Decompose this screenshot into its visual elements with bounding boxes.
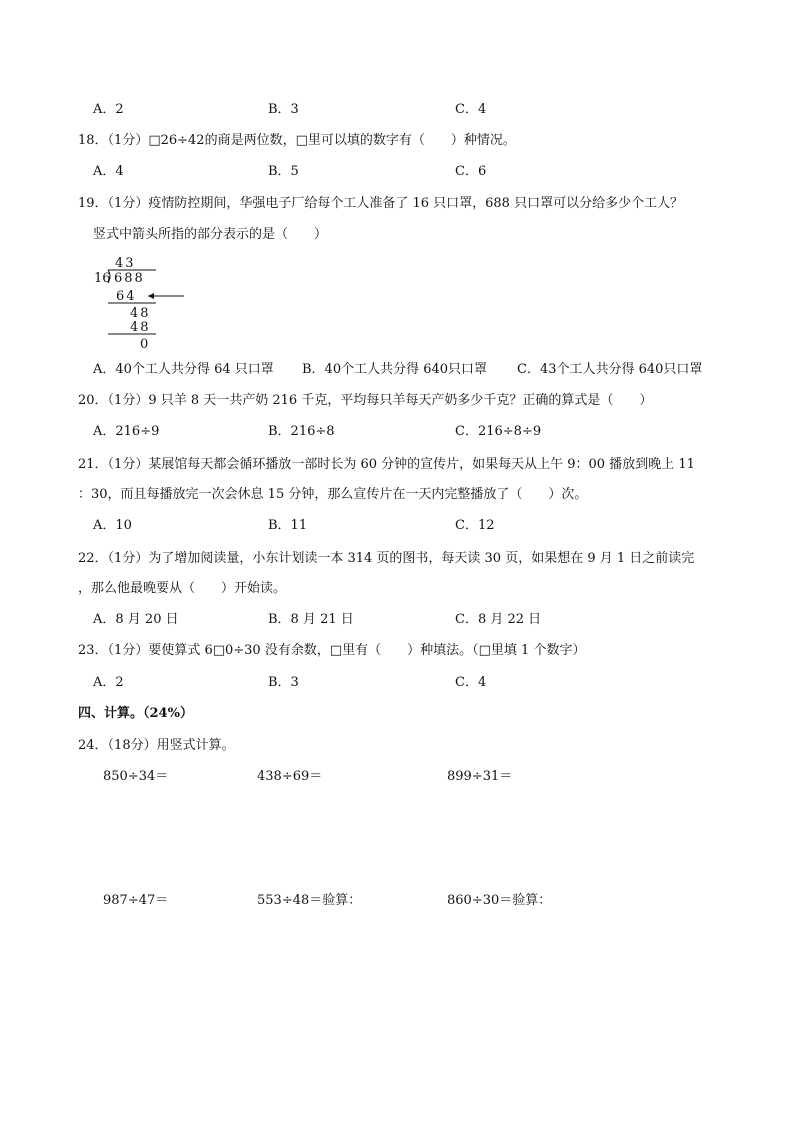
q22-stem-line1: 22．（1分）为了增加阅读量，小东计划读一本 314 页的图书，每天读 30 页，如果想在 9 月 1 日之前读完 [78, 551, 695, 566]
q23-option-c[interactable]: C．4 [455, 675, 487, 690]
arrow-left-icon [148, 293, 154, 299]
q20-option-b[interactable]: B．216÷8 [268, 424, 335, 439]
q17-option-c[interactable]: C．4 [455, 102, 487, 117]
q18-stem: 18．（1分）□26÷42的商是两位数，□里可以填的数字有（ ）种情况。 [78, 133, 516, 148]
division-step2: 48 [130, 320, 151, 335]
q22-option-b[interactable]: B．8 月 21 日 [268, 612, 354, 627]
q18-option-b[interactable]: B．5 [268, 164, 299, 179]
q23-option-a[interactable]: A．2 [93, 675, 124, 690]
q19-option-b[interactable]: B．40个工人共分得 640只口罩 [302, 362, 488, 377]
q18-option-a[interactable]: A．4 [93, 164, 124, 179]
q24-stem: 24．（18分）用竖式计算。 [78, 738, 235, 753]
q20-stem: 20．（1分）9 只羊 8 天一共产奶 216 千克，平均每只羊每天产奶多少千克？正确的算式是（ ） [78, 393, 653, 408]
q21-option-c[interactable]: C．12 [455, 518, 495, 533]
calc-3: 899÷31＝ [447, 769, 513, 784]
q21-stem-line2: ：30，而且每播放完一次会休息 15 分钟，那么宣传片在一天内完整播放了（ ）次。 [78, 487, 588, 502]
q20-option-a[interactable]: A．216÷9 [93, 424, 160, 439]
calc-6: 860÷30＝验算： [447, 893, 552, 908]
calc-4: 987÷47＝ [103, 893, 169, 908]
division-divisor: 16 [94, 271, 111, 286]
q22-option-a[interactable]: A．8 月 20 日 [93, 612, 179, 627]
section-4-title: 四、计算。（24%） [78, 706, 193, 721]
q23-stem: 23．（1分）要使算式 6□0÷30 没有余数，□里有（ ）种填法。（□里填 1 个数字） [78, 643, 586, 658]
q18-option-c[interactable]: C．6 [455, 164, 487, 179]
q21-stem-line1: 21．（1分）某展馆每天都会循环播放一部时长为 60 分钟的宣传片，如果每天从上午 9：00 播放到晚上 11 [78, 457, 695, 472]
q21-option-b[interactable]: B．11 [268, 518, 308, 533]
division-quotient: 43 [115, 256, 136, 271]
q19-option-c[interactable]: C．43个工人共分得 640只口罩 [517, 362, 703, 377]
division-dividend: 688 [114, 271, 145, 286]
q19-stem-line2: 竖式中箭头所指的部分表示的是（ ） [93, 227, 328, 242]
q21-option-a[interactable]: A．10 [93, 518, 132, 533]
division-step1: 64 [116, 289, 137, 304]
q20-option-c[interactable]: C．216÷8÷9 [455, 424, 542, 439]
q22-option-c[interactable]: C．8 月 22 日 [455, 612, 542, 627]
division-final: 0 [140, 337, 149, 350]
calc-2: 438÷69＝ [257, 769, 323, 784]
calc-5: 553÷48＝验算： [257, 893, 362, 908]
q22-stem-line2: ，那么他最晚要从（ ）开始读。 [78, 581, 287, 596]
q17-option-b[interactable]: B．3 [268, 102, 299, 117]
q19-option-a[interactable]: A．40个工人共分得 64 只口罩 [93, 362, 274, 377]
long-division-figure [94, 255, 186, 350]
q23-option-b[interactable]: B．3 [268, 675, 299, 690]
calc-1: 850÷34＝ [103, 769, 169, 784]
q19-stem-line1: 19．（1分）疫情防控期间，华强电子厂给每个工人准备了 16 只口罩，688 只口罩可以分给多少个工人？ [78, 196, 684, 211]
q17-option-a[interactable]: A．2 [93, 102, 124, 117]
long-division-svg [94, 255, 186, 350]
division-remainder1: 48 [130, 306, 151, 321]
